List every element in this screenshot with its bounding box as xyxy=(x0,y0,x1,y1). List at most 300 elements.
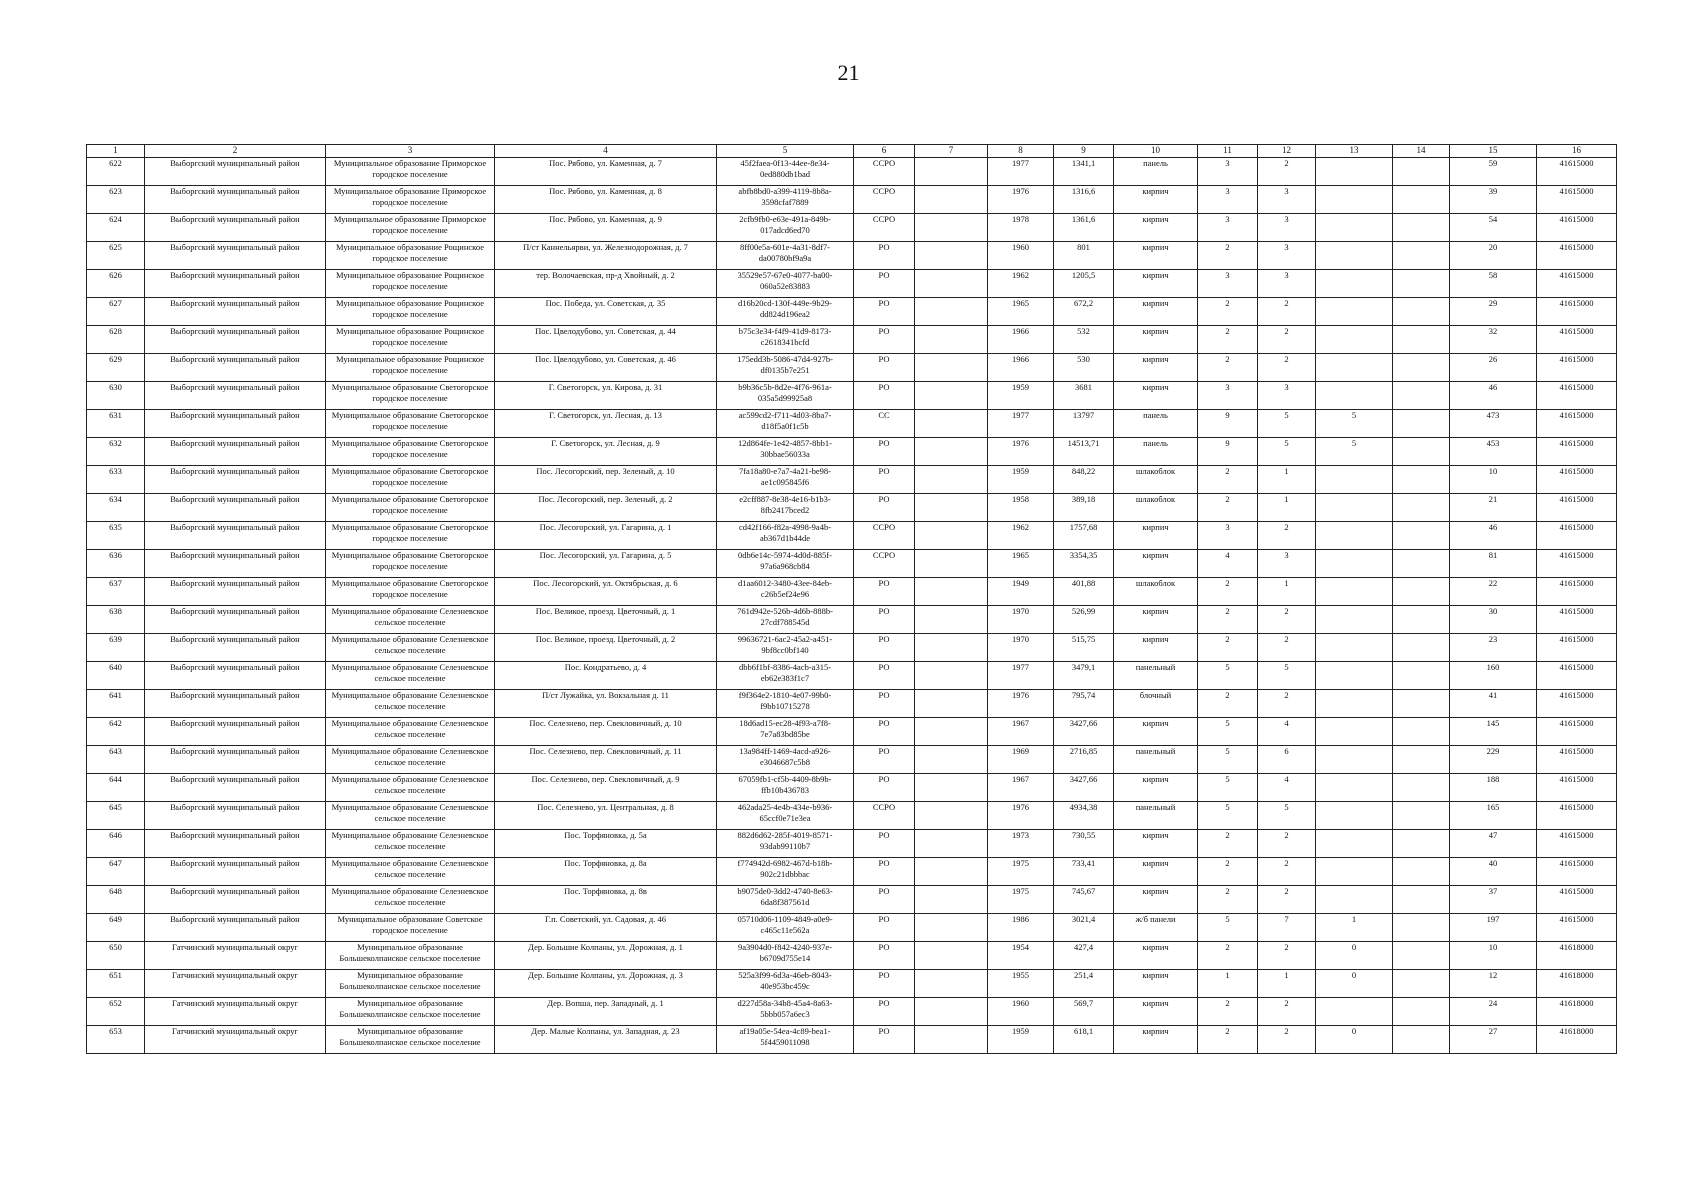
table-cell: 3 xyxy=(1258,186,1316,214)
table-cell: 41615000 xyxy=(1537,914,1617,942)
table-cell: П/ст Лужайка, ул. Вокзальная д. 11 xyxy=(495,690,717,718)
table-cell: 39 xyxy=(1450,186,1537,214)
table-cell: 3 xyxy=(1198,522,1258,550)
table-cell: Пос. Великое, проезд. Цветочный, д. 1 xyxy=(495,606,717,634)
column-header: 8 xyxy=(988,145,1054,158)
table-cell: Муниципальное образование Приморское городское поселение xyxy=(326,186,495,214)
table-cell: 67059fb1-cf5b-4409-8b9b-ffb10b436783 xyxy=(717,774,854,802)
table-header xyxy=(87,145,1617,158)
table-cell: Муниципальное образование Селезневское сельское поселение xyxy=(326,886,495,914)
table-cell xyxy=(1316,886,1393,914)
table-cell xyxy=(915,914,988,942)
table-cell: 229 xyxy=(1450,746,1537,774)
table-cell: 672,2 xyxy=(1054,298,1114,326)
table-cell: 22 xyxy=(1450,578,1537,606)
table-cell: 18d6ad15-ec28-4f93-a7f8-7e7a83bd85be xyxy=(717,718,854,746)
table-cell: кирпич xyxy=(1114,326,1198,354)
table-cell xyxy=(1316,382,1393,410)
table-cell: 37 xyxy=(1450,886,1537,914)
table-cell: 848,22 xyxy=(1054,466,1114,494)
table-row xyxy=(87,998,1617,1026)
table-cell: Выборгский муниципальный район xyxy=(145,242,326,270)
table-cell: кирпич xyxy=(1114,270,1198,298)
table-cell: РО xyxy=(854,746,915,774)
table-cell xyxy=(1393,942,1450,970)
table-cell: Муниципальное образование Светогорское городское поселение xyxy=(326,550,495,578)
table-cell: 639 xyxy=(87,634,145,662)
table-cell: 1949 xyxy=(988,578,1054,606)
table-cell: 1960 xyxy=(988,998,1054,1026)
column-header: 15 xyxy=(1450,145,1537,158)
table-cell: Пос. Рябово, ул. Каменная, д. 8 xyxy=(495,186,717,214)
table-cell xyxy=(1316,550,1393,578)
table-cell: Выборгский муниципальный район xyxy=(145,802,326,830)
table-cell xyxy=(1316,326,1393,354)
table-cell: Пос. Рябово, ул. Каменная, д. 9 xyxy=(495,214,717,242)
table-cell: 1 xyxy=(1258,494,1316,522)
table-cell xyxy=(1316,746,1393,774)
table-cell xyxy=(915,830,988,858)
table-cell: Гатчинский муниципальный округ xyxy=(145,998,326,1026)
table-cell: 453 xyxy=(1450,438,1537,466)
table-cell: 13a984ff-1469-4acd-a926-e3046687c5b8 xyxy=(717,746,854,774)
table-cell: 12 xyxy=(1450,970,1537,998)
table-cell: 1970 xyxy=(988,606,1054,634)
table-row xyxy=(87,382,1617,410)
table-cell xyxy=(1316,158,1393,186)
column-header: 14 xyxy=(1393,145,1450,158)
table-cell xyxy=(1393,914,1450,942)
table-row xyxy=(87,186,1617,214)
table-cell: РО xyxy=(854,998,915,1026)
table-cell: 41615000 xyxy=(1537,438,1617,466)
table-cell xyxy=(915,746,988,774)
table-row xyxy=(87,550,1617,578)
table-cell: блочный xyxy=(1114,690,1198,718)
table-body xyxy=(87,158,1617,1054)
table-row xyxy=(87,690,1617,718)
page-number: 21 xyxy=(837,60,860,85)
table-cell: 3354,35 xyxy=(1054,550,1114,578)
table-cell: 41615000 xyxy=(1537,158,1617,186)
table-cell xyxy=(1393,634,1450,662)
table-cell: Муниципальное образование Селезневское сельское поселение xyxy=(326,830,495,858)
table-cell: СС xyxy=(854,410,915,438)
table-cell: Муниципальное образование Светогорское городское поселение xyxy=(326,578,495,606)
table-cell: 1959 xyxy=(988,1026,1054,1054)
table-cell: 641 xyxy=(87,690,145,718)
table-cell: 0 xyxy=(1316,970,1393,998)
table-cell xyxy=(915,970,988,998)
table-cell xyxy=(1393,774,1450,802)
column-header: 3 xyxy=(326,145,495,158)
table-cell xyxy=(915,774,988,802)
table-cell: ж/б панели xyxy=(1114,914,1198,942)
table-cell: шлакоблок xyxy=(1114,494,1198,522)
table-cell: 462ada25-4e4b-434e-b936-65ccf0e71e3ea xyxy=(717,802,854,830)
table-cell: 1959 xyxy=(988,382,1054,410)
table-cell: ССРО xyxy=(854,522,915,550)
table-cell: Пос. Лесогорский, пер. Зеленый, д. 2 xyxy=(495,494,717,522)
table-cell xyxy=(1316,802,1393,830)
column-header: 16 xyxy=(1537,145,1617,158)
table-cell: 0 xyxy=(1316,1026,1393,1054)
table-cell: Выборгский муниципальный район xyxy=(145,830,326,858)
table-cell: 1316,6 xyxy=(1054,186,1114,214)
table-cell: Выборгский муниципальный район xyxy=(145,522,326,550)
table-cell: 41618000 xyxy=(1537,998,1617,1026)
table-cell xyxy=(915,186,988,214)
table-cell: 5 xyxy=(1198,662,1258,690)
table-cell xyxy=(1316,606,1393,634)
table-cell: 5 xyxy=(1198,718,1258,746)
table-cell xyxy=(1393,718,1450,746)
table-cell: ССРО xyxy=(854,550,915,578)
table-cell: ССРО xyxy=(854,802,915,830)
table-cell: 41615000 xyxy=(1537,830,1617,858)
table-cell xyxy=(1316,578,1393,606)
table-cell: dbb6f1bf-8386-4acb-a315-eb62e383f1c7 xyxy=(717,662,854,690)
table-cell: 145 xyxy=(1450,718,1537,746)
table-cell xyxy=(915,326,988,354)
table-cell: 795,74 xyxy=(1054,690,1114,718)
table-cell: 1975 xyxy=(988,858,1054,886)
table-cell: кирпич xyxy=(1114,886,1198,914)
table-cell: 58 xyxy=(1450,270,1537,298)
table-cell xyxy=(915,998,988,1026)
table-cell xyxy=(1316,634,1393,662)
table-cell: 647 xyxy=(87,858,145,886)
table-cell: Выборгский муниципальный район xyxy=(145,186,326,214)
table-cell: Пос. Торфяновка, д. 8в xyxy=(495,886,717,914)
table-cell: РО xyxy=(854,494,915,522)
table-cell xyxy=(915,634,988,662)
table-cell xyxy=(915,942,988,970)
table-cell: 1966 xyxy=(988,326,1054,354)
table-cell: 41615000 xyxy=(1537,242,1617,270)
table-cell: 41615000 xyxy=(1537,634,1617,662)
table-cell: Муниципальное образование Селезневское сельское поселение xyxy=(326,662,495,690)
table-cell xyxy=(915,606,988,634)
table-row xyxy=(87,578,1617,606)
table-cell: 2 xyxy=(1198,466,1258,494)
table-cell: ССРО xyxy=(854,214,915,242)
table-cell: 1361,6 xyxy=(1054,214,1114,242)
table-cell: 1 xyxy=(1258,970,1316,998)
table-row xyxy=(87,242,1617,270)
table-cell: РО xyxy=(854,326,915,354)
table-cell xyxy=(915,858,988,886)
table-cell: 0 xyxy=(1316,942,1393,970)
table-cell: 3 xyxy=(1258,242,1316,270)
table-row xyxy=(87,326,1617,354)
table-cell: 3021,4 xyxy=(1054,914,1114,942)
table-cell: кирпич xyxy=(1114,1026,1198,1054)
table-cell: 41615000 xyxy=(1537,774,1617,802)
table-cell: кирпич xyxy=(1114,214,1198,242)
table-cell: 1970 xyxy=(988,634,1054,662)
column-header: 10 xyxy=(1114,145,1198,158)
table-cell: 6 xyxy=(1258,746,1316,774)
table-cell: 2 xyxy=(1198,298,1258,326)
table-cell: 35529e57-67e0-4077-ba00-060a52e83883 xyxy=(717,270,854,298)
table-cell: шлакоблок xyxy=(1114,578,1198,606)
table-cell: 1959 xyxy=(988,466,1054,494)
table-cell: Выборгский муниципальный район xyxy=(145,774,326,802)
table-row xyxy=(87,886,1617,914)
table-cell: Муниципальное образование Селезневское сельское поселение xyxy=(326,690,495,718)
table-cell: 3 xyxy=(1198,270,1258,298)
table-cell: 2 xyxy=(1258,690,1316,718)
table-cell: кирпич xyxy=(1114,242,1198,270)
table-cell: РО xyxy=(854,774,915,802)
table-cell xyxy=(1316,998,1393,1026)
table-cell: кирпич xyxy=(1114,298,1198,326)
table-cell: 644 xyxy=(87,774,145,802)
table-cell: 29 xyxy=(1450,298,1537,326)
table-row xyxy=(87,522,1617,550)
table-cell: Муниципальное образование Селезневское сельское поселение xyxy=(326,606,495,634)
table-cell: 1 xyxy=(1258,578,1316,606)
table-cell: 175edd3b-5086-47d4-927b-df0135b7e251 xyxy=(717,354,854,382)
table-cell xyxy=(1316,354,1393,382)
table-cell: 637 xyxy=(87,578,145,606)
table-cell: Муниципальное образование Селезневское сельское поселение xyxy=(326,802,495,830)
table-cell: РО xyxy=(854,606,915,634)
table-cell xyxy=(1393,270,1450,298)
table-cell: 642 xyxy=(87,718,145,746)
table-cell: 530 xyxy=(1054,354,1114,382)
table-cell: 649 xyxy=(87,914,145,942)
table-cell: 1 xyxy=(1316,914,1393,942)
table-cell: Гатчинский муниципальный округ xyxy=(145,1026,326,1054)
table-cell: 2 xyxy=(1258,522,1316,550)
table-cell: панельный xyxy=(1114,746,1198,774)
table-cell: кирпич xyxy=(1114,634,1198,662)
table-cell: 1975 xyxy=(988,886,1054,914)
table-cell: Пос. Великое, проезд. Цветочный, д. 2 xyxy=(495,634,717,662)
table-cell: Пос. Цвелодубово, ул. Советская, д. 44 xyxy=(495,326,717,354)
table-cell xyxy=(1393,998,1450,1026)
table-cell: 648 xyxy=(87,886,145,914)
table-cell xyxy=(1393,158,1450,186)
table-cell: 2 xyxy=(1198,998,1258,1026)
table-cell: Пос. Торфяновка, д. 8а xyxy=(495,858,717,886)
table-cell: Выборгский муниципальный район xyxy=(145,270,326,298)
table-cell: 1958 xyxy=(988,494,1054,522)
table-cell: 2 xyxy=(1258,634,1316,662)
table-cell: 1978 xyxy=(988,214,1054,242)
table-cell: 26 xyxy=(1450,354,1537,382)
table-row xyxy=(87,718,1617,746)
table-row xyxy=(87,438,1617,466)
table-cell xyxy=(1393,578,1450,606)
table-cell: 5 xyxy=(1316,438,1393,466)
table-cell: шлакоблок xyxy=(1114,466,1198,494)
table-cell: 801 xyxy=(1054,242,1114,270)
table-cell xyxy=(1393,438,1450,466)
table-cell: кирпич xyxy=(1114,382,1198,410)
table-cell: b9075de0-3dd2-4740-8e63-6da8f387561d xyxy=(717,886,854,914)
table-cell: Выборгский муниципальный район xyxy=(145,746,326,774)
table-cell xyxy=(1316,186,1393,214)
table-cell: 643 xyxy=(87,746,145,774)
table-cell: 81 xyxy=(1450,550,1537,578)
table-cell: 14513,71 xyxy=(1054,438,1114,466)
table-cell: 1973 xyxy=(988,830,1054,858)
table-row xyxy=(87,662,1617,690)
table-cell xyxy=(915,802,988,830)
table-cell: РО xyxy=(854,886,915,914)
table-cell: ССРО xyxy=(854,158,915,186)
table-cell: 13797 xyxy=(1054,410,1114,438)
table-cell: 1205,5 xyxy=(1054,270,1114,298)
table-cell: 625 xyxy=(87,242,145,270)
table-cell xyxy=(1393,690,1450,718)
table-cell: 41615000 xyxy=(1537,186,1617,214)
table-cell: 634 xyxy=(87,494,145,522)
table-cell: 1976 xyxy=(988,802,1054,830)
table-cell: 46 xyxy=(1450,522,1537,550)
table-cell: 3 xyxy=(1198,382,1258,410)
table-cell: 20 xyxy=(1450,242,1537,270)
table-cell xyxy=(1393,354,1450,382)
table-cell: ac599cd2-f711-4d03-8ba7-d18f5a0f1c5b xyxy=(717,410,854,438)
table-cell: Г. Светогорск, ул. Лесная, д. 9 xyxy=(495,438,717,466)
table-cell: панель xyxy=(1114,410,1198,438)
table-cell: РО xyxy=(854,634,915,662)
table-cell xyxy=(1316,214,1393,242)
table-cell: 730,55 xyxy=(1054,830,1114,858)
table-cell: кирпич xyxy=(1114,942,1198,970)
table-cell xyxy=(915,690,988,718)
table-cell: Пос. Селезнево, ул. Центральная, д. 8 xyxy=(495,802,717,830)
table-row xyxy=(87,942,1617,970)
table-cell: 3 xyxy=(1258,382,1316,410)
table-cell: 2 xyxy=(1198,1026,1258,1054)
table-cell xyxy=(1316,466,1393,494)
table-cell: 188 xyxy=(1450,774,1537,802)
table-cell: РО xyxy=(854,1026,915,1054)
table-cell xyxy=(915,242,988,270)
table-cell xyxy=(1393,298,1450,326)
table-cell xyxy=(1393,858,1450,886)
table-cell: 427,4 xyxy=(1054,942,1114,970)
table-row xyxy=(87,410,1617,438)
table-row xyxy=(87,774,1617,802)
table-cell: 41615000 xyxy=(1537,550,1617,578)
table-cell: 1976 xyxy=(988,186,1054,214)
table-cell xyxy=(1393,522,1450,550)
table-cell: 4 xyxy=(1258,718,1316,746)
table-cell: РО xyxy=(854,270,915,298)
table-cell: кирпич xyxy=(1114,522,1198,550)
table-cell: Муниципальное образование Большеколпанское сельское поселение xyxy=(326,970,495,998)
table-cell: 8ff00e5a-601e-4a31-8df7-da00780bf9a9a xyxy=(717,242,854,270)
table-cell: 2 xyxy=(1198,606,1258,634)
table-cell: 41618000 xyxy=(1537,1026,1617,1054)
table-cell: 47 xyxy=(1450,830,1537,858)
table-cell xyxy=(1316,298,1393,326)
table-cell: Пос. Селезнево, пер. Свекловичный, д. 11 xyxy=(495,746,717,774)
table-cell: Пос. Лесогорский, ул. Гагарина, д. 1 xyxy=(495,522,717,550)
table-cell: 41 xyxy=(1450,690,1537,718)
table-row xyxy=(87,802,1617,830)
table-cell xyxy=(915,382,988,410)
column-header: 13 xyxy=(1316,145,1393,158)
table-cell xyxy=(915,410,988,438)
table-cell: 251,4 xyxy=(1054,970,1114,998)
table-cell xyxy=(1316,270,1393,298)
table-cell: кирпич xyxy=(1114,774,1198,802)
table-cell: Г.п. Советский, ул. Садовая, д. 46 xyxy=(495,914,717,942)
column-header: 12 xyxy=(1258,145,1316,158)
table-row xyxy=(87,270,1617,298)
table-cell: Выборгский муниципальный район xyxy=(145,326,326,354)
table-cell: Выборгский муниципальный район xyxy=(145,354,326,382)
table-cell: 1969 xyxy=(988,746,1054,774)
table-cell: 473 xyxy=(1450,410,1537,438)
table-cell: 2 xyxy=(1198,858,1258,886)
column-header: 7 xyxy=(915,145,988,158)
table-cell: 41618000 xyxy=(1537,942,1617,970)
table-cell xyxy=(915,270,988,298)
table-cell: панель xyxy=(1114,158,1198,186)
table-cell: панель xyxy=(1114,438,1198,466)
table-cell: 2 xyxy=(1258,354,1316,382)
column-header: 11 xyxy=(1198,145,1258,158)
table-cell: Выборгский муниципальный район xyxy=(145,858,326,886)
table-cell: Выборгский муниципальный район xyxy=(145,298,326,326)
table-cell: 1977 xyxy=(988,662,1054,690)
table-cell: 2 xyxy=(1258,606,1316,634)
table-cell: Пос. Лесогорский, ул. Октябрьская, д. 6 xyxy=(495,578,717,606)
table-row xyxy=(87,158,1617,186)
table-cell: 2 xyxy=(1198,634,1258,662)
table-cell: РО xyxy=(854,914,915,942)
table-cell: Муниципальное образование Рощинское городское поселение xyxy=(326,326,495,354)
table-cell: d227d58a-34b8-45a4-8a63-5bbb057a6ec3 xyxy=(717,998,854,1026)
table-cell: 3 xyxy=(1198,186,1258,214)
table-row xyxy=(87,914,1617,942)
table-cell: Пос. Рябово, ул. Каменная, д. 7 xyxy=(495,158,717,186)
table-row xyxy=(87,858,1617,886)
table-cell xyxy=(915,662,988,690)
table-cell: 2 xyxy=(1198,578,1258,606)
table-cell: 41618000 xyxy=(1537,970,1617,998)
table-cell: 5 xyxy=(1198,914,1258,942)
table-cell: 5 xyxy=(1198,774,1258,802)
table-cell: РО xyxy=(854,690,915,718)
table-cell: 1955 xyxy=(988,970,1054,998)
table-cell: 1976 xyxy=(988,438,1054,466)
table-cell: Дер. Большие Колпаны, ул. Дорожная, д. 3 xyxy=(495,970,717,998)
table-cell: Муниципальное образование Светогорское городское поселение xyxy=(326,410,495,438)
table-cell: Выборгский муниципальный район xyxy=(145,550,326,578)
table-cell: Муниципальное образование Рощинское городское поселение xyxy=(326,298,495,326)
table-cell xyxy=(1393,214,1450,242)
table-cell: 9a3904d0-f842-4240-937e-b6709d755e14 xyxy=(717,942,854,970)
table-cell: Муниципальное образование Приморское городское поселение xyxy=(326,158,495,186)
table-cell: РО xyxy=(854,382,915,410)
table-cell xyxy=(1393,242,1450,270)
table-cell: 4934,38 xyxy=(1054,802,1114,830)
header-row xyxy=(87,145,1617,158)
table-cell: кирпич xyxy=(1114,718,1198,746)
table-cell: 41615000 xyxy=(1537,354,1617,382)
table-cell: тер. Волочаевская, пр-д Хвойный, д. 2 xyxy=(495,270,717,298)
table-cell: 526,99 xyxy=(1054,606,1114,634)
